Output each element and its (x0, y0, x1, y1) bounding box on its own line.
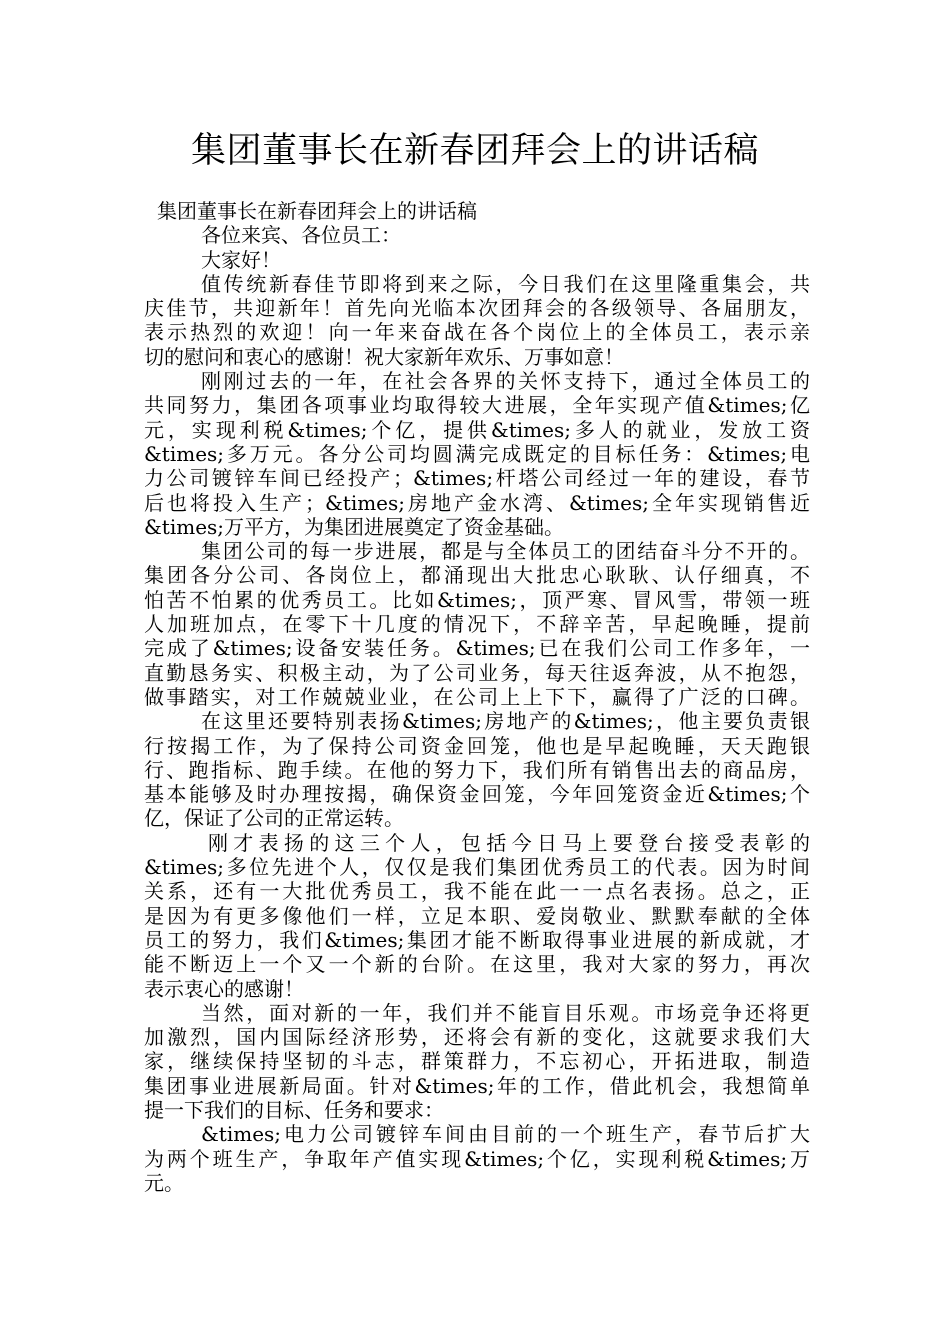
paragraph-line: 元。 (144, 1170, 184, 1195)
paragraph-line: 当然，面对新的一年，我们并不能盲目乐观。市场竞争还将更 (201, 1000, 810, 1025)
salutation-line: 各位来宾、各位员工： (201, 223, 401, 248)
paragraph-line: 集团各分公司、各岗位上，都涌现出大批忠心耿耿、认仔细真，不 (144, 563, 810, 588)
paragraph-line: 是因为有更多像他们一样，立足本职、爱岗敬业、默默奉献的全体 (144, 903, 810, 928)
paragraph-line: &times;万平方，为集团进展奠定了资金基础。 (144, 514, 565, 539)
paragraph-line: 提一下我们的目标、任务和要求： (144, 1097, 444, 1122)
paragraph-line: 庆佳节，共迎新年！首先向光临本次团拜会的各级领导、各届朋友， (144, 296, 810, 321)
paragraph-line: 直勤恳务实、积极主动，为了公司业务，每天往返奔波，从不抱怨， (144, 660, 810, 685)
paragraph-line: 表示热烈的欢迎！向一年来奋战在各个岗位上的全体员工，表示亲 (144, 320, 810, 345)
paragraph-line: 集团事业进展新局面。针对&times;年的工作，借此机会，我想简单 (144, 1073, 810, 1098)
paragraph-line: 人加班加点，在零下十几度的情况下，不辞辛苦，早起晚睡，提前 (144, 612, 810, 637)
document-subtitle: 集团董事长在新春团拜会上的讲话稿 (157, 199, 477, 223)
paragraph-line: &times;电力公司镀锌车间由目前的一个班生产，春节后扩大 (201, 1122, 810, 1147)
paragraph-line: 刚才表扬的这三个人，包括今日马上要登台接受表彰的 (208, 830, 810, 855)
document-body (144, 199, 810, 1195)
document-title: 集团董事长在新春团拜会上的讲话稿 (190, 131, 759, 171)
paragraph-line: 为两个班生产，争取年产值实现&times;个亿，实现利税&times;万 (144, 1146, 810, 1171)
paragraph-line: 后也将投入生产；&times;房地产金水湾、&times;全年实现销售近 (144, 490, 810, 515)
paragraph-line: 关系，还有一大批优秀员工，我不能在此一一点名表扬。总之，正 (144, 879, 810, 904)
paragraph-line: 表示衷心的感谢！ (144, 976, 304, 1001)
paragraph-line: 元，实现利税&times;个亿，提供&times;多人的就业，发放工资 (144, 417, 810, 442)
paragraph-line: 力公司镀锌车间已经投产；&times;杆塔公司经过一年的建设，春节 (144, 466, 810, 491)
paragraph-line: 共同努力，集团各项事业均取得较大进展，全年实现产值&times;亿 (144, 393, 810, 418)
paragraph-line: 亿，保证了公司的正常运转。 (144, 806, 404, 831)
paragraph-line: 刚刚过去的一年，在社会各界的关怀支持下，通过全体员工的 (201, 369, 810, 394)
paragraph-line: &times;多位先进个人，仅仅是我们集团优秀员工的代表。因为时间 (144, 855, 810, 880)
paragraph-line: 员工的努力，我们&times;集团才能不断取得事业进展的新成就，才 (144, 927, 810, 952)
paragraph-line: 能不断迈上一个又一个新的台阶。在这里，我对大家的努力，再次 (144, 952, 810, 977)
paragraph-line: 行、跑指标、跑手续。在他的努力下，我们所有销售出去的商品房， (144, 757, 810, 782)
paragraph-line: 行按揭工作，为了保持公司资金回笼，他也是早起晚睡，天天跑银 (144, 733, 810, 758)
paragraph-line: 在这里还要特别表扬&times;房地产的&times;，他主要负责银 (201, 709, 810, 734)
paragraph-line: 切的慰问和衷心的感谢！祝大家新年欢乐、万事如意！ (144, 344, 624, 369)
paragraph-line: 基本能够及时办理按揭，确保资金回笼，今年回笼资金近&times;个 (144, 782, 810, 807)
paragraph-line: 集团公司的每一步进展，都是与全体员工的团结奋斗分不开的。 (201, 539, 810, 564)
paragraph-line: 加激烈，国内国际经济形势，还将会有新的变化，这就要求我们大 (144, 1025, 810, 1050)
paragraph-line: 做事踏实，对工作兢兢业业，在公司上上下下，赢得了广泛的口碑。 (144, 684, 810, 709)
paragraph-line: &times;多万元。各分公司均圆满完成既定的目标任务：&times;电 (144, 441, 810, 466)
paragraph-line: 完成了&times;设备安装任务。&times;已在我们公司工作多年，一 (144, 636, 810, 661)
paragraph-line: 怕苦不怕累的优秀员工。比如&times;，顶严寒、冒风雪，带领一班 (144, 587, 810, 612)
paragraph-line: 值传统新春佳节即将到来之际，今日我们在这里隆重集会，共 (201, 271, 810, 296)
paragraph-line: 家，继续保持坚韧的斗志，群策群力，不忘初心，开拓进取，制造 (144, 1049, 810, 1074)
greeting-line: 大家好！ (201, 247, 281, 272)
